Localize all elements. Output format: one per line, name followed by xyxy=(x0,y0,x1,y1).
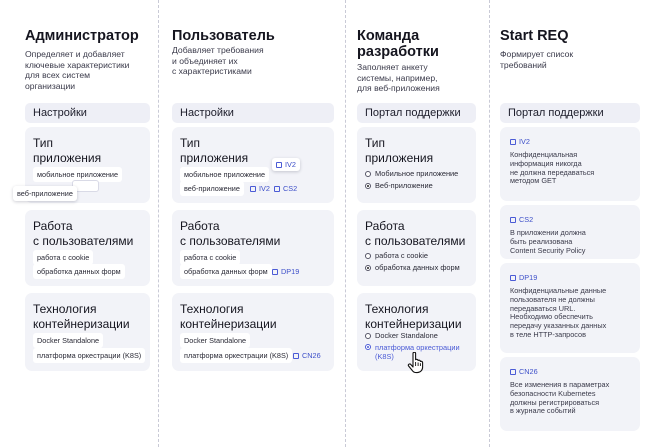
column-divider-1 xyxy=(158,0,159,447)
radio-checked-icon xyxy=(365,344,371,350)
admin-card-users xyxy=(25,210,150,286)
radio-checked-icon xyxy=(365,265,371,271)
radio-k8s[interactable]: платформа оркестрации (K8S) xyxy=(365,343,460,361)
dev-card-app-type xyxy=(357,127,476,203)
column-divider-2 xyxy=(345,0,346,447)
admin-title: Администратор xyxy=(25,28,139,44)
user-description: Добавляет требования и объединяет их с характеристиками xyxy=(172,45,264,77)
checkbox-icon xyxy=(272,269,278,275)
checkbox-icon xyxy=(293,353,299,359)
tag-dp19[interactable]: DP19 xyxy=(272,267,299,276)
dragged-option-web-app[interactable]: веб-приложение xyxy=(13,186,77,201)
user-column xyxy=(172,0,334,447)
tag-cn26[interactable]: CN26 xyxy=(293,351,321,360)
startreq-description: Формирует список требований xyxy=(500,49,574,70)
dev-card-users xyxy=(357,210,476,286)
requirement-text: Конфиденциальные данные пользователя не должны передаваться URL. Необходимо обеспечить передачу указанных данных в теле HTTP-запросов xyxy=(510,286,607,339)
user-card-container xyxy=(172,293,334,371)
card-title: Технология контейнеризации xyxy=(365,302,462,331)
option-mobile-app[interactable]: мобильное приложение xyxy=(33,167,122,182)
admin-column xyxy=(17,0,150,447)
card-title: Тип приложения xyxy=(33,136,102,165)
radio-cookie[interactable]: работа с cookie xyxy=(365,251,428,260)
requirement-text: Конфиденциальная информация никогда не должна передаваться методом GET xyxy=(510,150,595,186)
user-settings-header[interactable]: Настройки xyxy=(172,103,334,123)
card-title: Работа с пользователями xyxy=(33,219,134,248)
requirement-code: CN26 xyxy=(510,367,538,376)
tag-iv2[interactable]: IV2 xyxy=(250,184,270,193)
user-title: Пользователь xyxy=(172,28,275,44)
radio-web-app[interactable]: Веб-приложение xyxy=(365,181,433,190)
card-title: Технология контейнеризации xyxy=(180,302,277,331)
card-title: Тип приложения xyxy=(365,136,434,165)
user-card-users xyxy=(172,210,334,286)
radio-form-data[interactable]: обработка данных форм xyxy=(365,263,460,272)
requirement-text: В приложении должна быть реализована Content Security Policy xyxy=(510,228,586,255)
requirement-code: DP19 xyxy=(510,273,537,282)
admin-description: Определяет и добавляет ключевые характеристики для всех систем организации xyxy=(25,49,130,91)
dev-description: Заполняет анкету системы, например, для веб-приложения xyxy=(357,62,440,94)
checkbox-icon xyxy=(510,217,516,223)
requirement-card-cn26 xyxy=(500,357,640,431)
hand-pointer-icon xyxy=(407,352,425,374)
requirement-code: CS2 xyxy=(510,215,533,224)
card-title: Тип приложения xyxy=(180,136,249,165)
option-mobile-app[interactable]: мобильное приложение xyxy=(180,167,269,182)
option-form-data[interactable]: обработка данных форм xyxy=(33,264,125,279)
card-title: Технология контейнеризации xyxy=(33,302,130,331)
requirement-card-cs2 xyxy=(500,205,640,259)
radio-checked-icon xyxy=(365,183,371,189)
radio-docker[interactable]: Docker Standalone xyxy=(365,331,438,340)
radio-icon xyxy=(365,253,371,259)
option-cookie[interactable]: работа с cookie xyxy=(180,250,240,265)
dev-portal-header[interactable]: Портал поддержки xyxy=(357,103,476,123)
checkbox-icon xyxy=(274,186,280,192)
option-cookie[interactable]: работа с cookie xyxy=(33,250,93,265)
requirement-code: IV2 xyxy=(510,137,530,146)
checkbox-icon xyxy=(250,186,256,192)
checkbox-icon xyxy=(510,369,516,375)
dev-title: Команда разработки xyxy=(357,28,439,60)
radio-icon xyxy=(365,333,371,339)
startreq-title: Start REQ xyxy=(500,28,569,44)
startreq-portal-header[interactable]: Портал поддержки xyxy=(500,103,640,123)
admin-card-container xyxy=(25,293,150,371)
tag-cs2[interactable]: CS2 xyxy=(274,184,297,193)
user-card-app-type xyxy=(172,127,334,203)
startreq-column xyxy=(500,0,640,447)
admin-settings-header[interactable]: Настройки xyxy=(25,103,150,123)
option-k8s[interactable]: платформа оркестрации (K8S) xyxy=(33,348,145,363)
checkbox-icon xyxy=(510,275,516,281)
dragged-tag-iv2[interactable]: IV2 xyxy=(272,158,300,171)
requirement-card-dp19 xyxy=(500,263,640,353)
option-docker[interactable]: Docker Standalone xyxy=(33,333,103,348)
option-docker[interactable]: Docker Standalone xyxy=(180,333,250,348)
option-form-data[interactable]: обработка данных форм xyxy=(180,264,272,279)
checkbox-icon xyxy=(510,139,516,145)
column-divider-3 xyxy=(489,0,490,447)
checkbox-icon xyxy=(276,162,282,168)
card-title: Работа с пользователями xyxy=(180,219,281,248)
requirement-card-iv2 xyxy=(500,127,640,201)
radio-mobile-app[interactable]: Мобильное приложение xyxy=(365,169,458,178)
requirement-text: Все изменения в параметрах безопасности Kubernetes должны регистрироваться в журнале событий xyxy=(510,380,610,416)
radio-icon xyxy=(365,171,371,177)
dev-column xyxy=(357,0,476,447)
option-k8s[interactable]: платформа оркестрации (K8S) xyxy=(180,348,292,363)
card-title: Работа с пользователями xyxy=(365,219,466,248)
option-web-app[interactable]: веб-приложение xyxy=(180,181,244,196)
